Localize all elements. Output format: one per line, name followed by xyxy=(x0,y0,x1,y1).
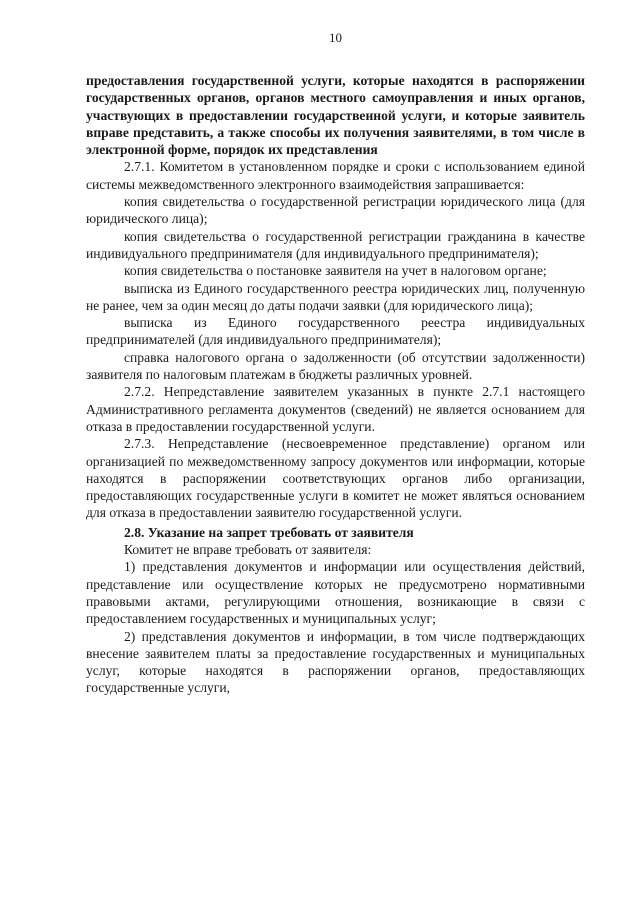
document-item: копия свидетельства о государственной регистрации юридического лица (для юридического лица); xyxy=(86,194,585,227)
section-2-8-intro: Комитет не вправе требовать от заявителя: xyxy=(124,542,372,558)
document-item: выписка из Единого государственного реестра юридических лиц, полученную не ранее, чем за один месяц до даты подачи заявки (для юридического лица); xyxy=(86,280,585,313)
document-item: копия свидетельства о государственной регистрации гражданина в качестве индивидуального предпринимателя (для индивидуального предпринимателя); xyxy=(86,228,585,261)
document-item: выписка из Единого государственного реестра индивидуальных предпринимателей (для индивидуального предпринимателя); xyxy=(86,315,585,348)
heading-continuation: предоставления государственной услуги, которые находятся в распоряжении государственных органов, органов местного самоуправления и иных органов, участвующих в предоставлении государственной услуги, и которые заявитель вправе представить, а также способы их получения заявителями, в том числе в электронной форме, порядок их представления xyxy=(86,73,585,158)
paragraph-2-7-1: 2.7.1. Комитетом в установленном порядке и сроки с использованием единой системы межведомственного электронного взаимодействия запрашивается: xyxy=(86,159,585,192)
document-item: копия свидетельства о постановке заявителя на учет в налоговом органе; xyxy=(124,263,547,279)
page-number: 10 xyxy=(329,30,342,45)
document-item: справка налогового органа о задолженности (об отсутствии задолженности) заявителя по налоговым платежам в бюджеты различных уровней. xyxy=(86,349,585,383)
section-2-8-title: 2.8. Указание на запрет требовать от заявителя xyxy=(124,524,414,540)
prohibition-item: 2) представления документов и информации, в том числе подтверждающих внесение заявителем платы за предоставление государственных и муниципальных услуг, которые находятся в распоряжении органов, предоставляющих государственные услуги, xyxy=(86,628,585,696)
document-body xyxy=(86,72,585,697)
paragraph-2-7-3: 2.7.3. Непредставление (несвоевременное представление) органом или организацией по межведомственному запросу документов или информации, которые находятся в распоряжении соответствующих органов либо организации, предоставляющих государственные услуги в комитет не может являться основанием для отказа в предоставлении заявителю государственной услуги. xyxy=(86,436,585,521)
prohibition-item: 1) представления документов и информации или осуществления действий, представление или осуществление которых не предусмотрено нормативными правовыми актами, регулирующими отношения, возникающие в связи с предоставлением государственных и муниципальных услуг; xyxy=(86,559,585,627)
paragraph-2-7-2: 2.7.2. Непредставление заявителем указанных в пункте 2.7.1 настоящего Административного регламента документов (сведений) не является основанием для отказа в предоставлении государственной услуги. xyxy=(86,384,585,434)
